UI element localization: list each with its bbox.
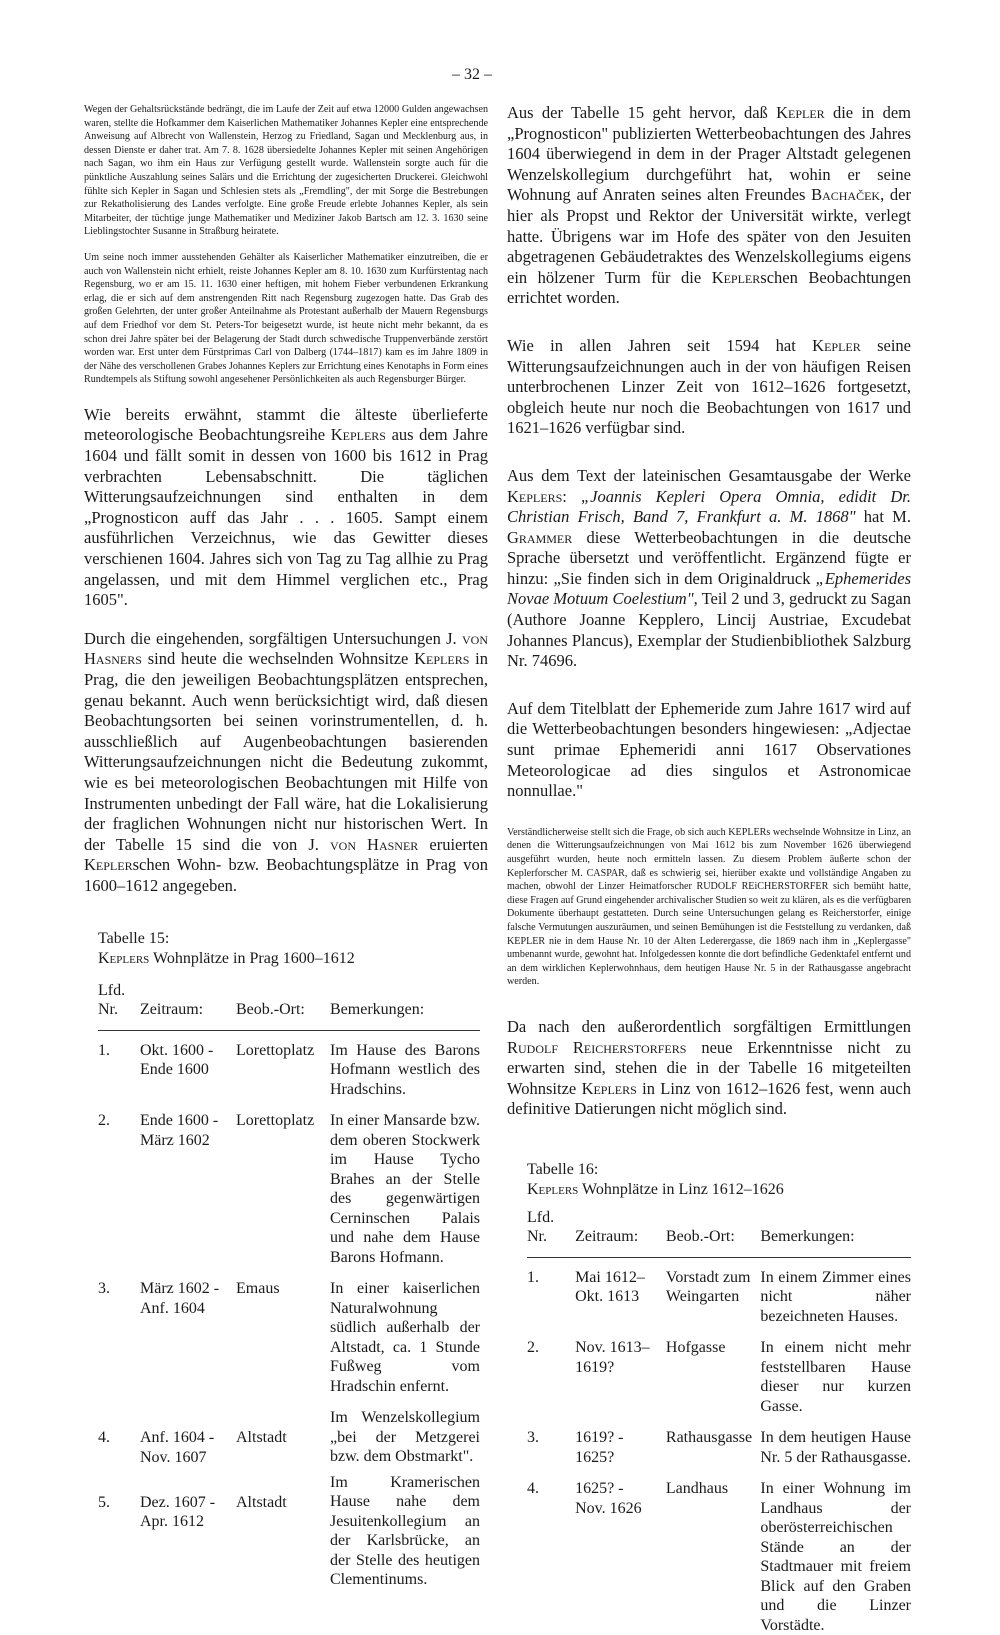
- period-end: Nov. 1626: [575, 1499, 642, 1517]
- table-16-label: Tabelle 16:: [527, 1160, 599, 1178]
- row-location: Landhaus: [665, 1480, 729, 1498]
- right-column: [507, 103, 911, 1635]
- text-run: eruierten: [418, 834, 489, 854]
- paragraph-kepler-death: Um seine noch immer ausstehenden Gehälter als Kaiserlicher Mathematiker einzutreiben, die er auch von Wallenstein nicht erhielt, reiste Johannes Kepler am 8. 10. 1630 zum Kurfürstentag nach Regensburg, wo er am 15. 11. 1630 einer heftigen, mit hohem Fieber verbundenen Erkrankung erlag, die er sich auf dem anstrengenden Ritt nach Regensburg zugezogen hatte. Das Grab des großen Gelehrten, der unter großer Anteilnahme als Protestant außerhalb der Mauern Regensburgs auf dem Friedhof vor dem St. Peters-Tor beigesetzt wurde, ist heute nicht mehr bekannt, da es schon drei Jahre später bei der Belagerung der Stadt durch schwedische Truppenverbände zerstört worden war. Erst unter dem Fürstprimas Carl von Dalberg (1744–1817) kam es im Jahre 1809 in der Nähe des verschollenen Grabes Johannes Keplers zur Errichtung eines Kenotaphs in Form eines Rundtempels als Stiftung sowohl angesehener Persönlichkeiten als auch Regensburger Bürger.: [84, 251, 488, 386]
- row-period: [140, 1473, 236, 1590]
- caption-text: Wohnplätze in Prag 1600–1612: [149, 949, 355, 967]
- row-location: Lorettoplatz: [236, 1112, 315, 1130]
- period-end: Anf. 1604: [140, 1299, 205, 1317]
- table-header-row: [98, 981, 480, 1031]
- period-start: 1625? -: [575, 1480, 624, 1498]
- table-header-row: [527, 1208, 911, 1258]
- row-number: 3.: [98, 1280, 110, 1298]
- row-number: 1.: [98, 1041, 110, 1059]
- period-end: 1619?: [575, 1358, 615, 1376]
- text-run: schen Wohn- bzw. Beobachtungsplätze in Prag von 1600–1612 angegeben.: [84, 855, 488, 895]
- row-period: [140, 1030, 236, 1111]
- period-end: Ende 1600: [140, 1061, 209, 1079]
- paragraph-linz-residences: Verständlicherweise stellt sich die Frage, ob sich auch KEPLERs wechselnde Wohnsitze in Linz, an denen die Witterungsaufzeichnungen von Mai 1612 bis zum November 1626 überwiegend ausgeführt wurden, heute noch ermitteln lassen. Zu diesem Problem äußerte schon der Keplerforscher M. CASPAR, daß es schwierig sei, hierüber exakte und vollständige Angaben zu machen, obwohl der Linzer Heimatforscher RUDOLF REiCHERSTORFER sich bemüht hatte, diese Fragen auf Grund eingehender archivalischer Studien so weit zu klären, als es die verfügbaren Dokumente überhaupt gestatteten. Durch seine Untersuchungen gelang es Reicherstorfer, einige falsche Vermutungen auszuräumen, und seinen Bemühungen ist die Feststellung zu verdanken, daß KEPLER nie in dem Hause Nr. 10 der Alten Lederergasse, die 1869 nach ihm in „Keplergasse" umbenannt wurde, gewohnt hat. Infolgedessen konnte die dort befindliche Gedenktafel entfernt und an dem wirklichen Keplerwohnhaus, dem heutigen Hause Nr. 5 in der Rathausgasse angebracht werden.: [507, 826, 911, 988]
- person-name: Keplers: [507, 486, 563, 506]
- table-16-caption: [527, 1180, 911, 1200]
- row-number: 4.: [527, 1480, 539, 1498]
- period-end: 1625?: [575, 1448, 615, 1466]
- table-16: [527, 1208, 911, 1635]
- person-name: Keplers: [581, 1078, 637, 1098]
- table-15-block: [84, 929, 488, 1590]
- row-period: [140, 1111, 236, 1279]
- text-run: Da nach den außerordentlich sorgfältigen Ermittlungen: [507, 1016, 911, 1036]
- person-name: Kepler: [776, 103, 825, 122]
- text-run: die in dem „Prognosticon" publizierten Wetterbeobachtungen des Jahres 1604 überwiegend in dem in der Prager Altstadt gelegenen Wenzelskollegium durchgeführt hat, wohin er seine Wohnung auf Anraten seines alten Freundes: [507, 103, 911, 205]
- period-start: Dez. 1607 -: [140, 1493, 216, 1511]
- table-row: [527, 1479, 911, 1635]
- text-run: :: [562, 486, 581, 506]
- person-name: Keplers: [527, 1180, 579, 1198]
- header-location: Beob.-Ort:: [666, 1208, 760, 1258]
- person-name: Keplers: [98, 949, 150, 967]
- person-name: Bachaček: [811, 185, 881, 205]
- period-start: März 1602 -: [140, 1280, 220, 1298]
- text-run: in Prag, die den jeweiligen Beobachtungsplätzen entsprechen, genau bekannt. Auch wenn berücksichtigt wird, daß diesen Beobachtungsorten bei seinen vorinstrumentellen, d. h. ausschließlich auf Augenbeobachtungen basierenden Witterungsaufzeichnungen nicht die Bedeutung zukommt, wie es bei meteorologischen Beobachtungen mit Hilfe von Instrumenten unbedingt der Fall wäre, hat die Lokalisierung der fraglichen Wohnungen nicht nur historischen Wert. In der Tabelle 15 sind die von J.: [84, 649, 488, 854]
- row-location: Rathausgasse: [665, 1429, 753, 1447]
- paragraph-linz-period: [507, 336, 911, 439]
- text-run: Aus der Tabelle 15 geht hervor, daß: [507, 103, 777, 122]
- table-16-block: [507, 1160, 911, 1635]
- text-run: , Teil 2 und 3, gedruckt zu Sagan (Authore Joanne Kepplero, Lincij Austriae, Excudebat Johannes Plancus), Exemplar der Studienbibliothek Salzburg Nr. 74696.: [507, 589, 911, 671]
- row-number: 4.: [98, 1429, 110, 1447]
- row-period: [140, 1408, 236, 1473]
- table-row: [98, 1408, 480, 1473]
- row-number: 3.: [527, 1429, 539, 1447]
- period-start: Mai 1612–: [575, 1268, 645, 1286]
- table-15: [98, 981, 480, 1590]
- text-run: schen Beobachtungen errichtet worden.: [507, 267, 911, 308]
- person-name: Kepler: [812, 335, 861, 355]
- paragraph-salary-arrears: Wegen der Gehaltsrückstände bedrängt, die im Laufe der Zeit auf etwa 12000 Gulden angewachsen waren, stellte die Hofkammer dem Kaiserlichen Mathematiker Johannes Kepler eine entsprechende Anweisung auf Albrecht von Wallenstein, Herzog zu Friedland, Sagan und Mecklenburg aus, in dessen Dienste er daher trat. Am 7. 8. 1628 übersiedelte Johannes Kepler mit seinen Angehörigen nach Sagan, wo ihm ein Haus zur Verfügung gestellt wurde. Wallenstein sorgte auch für die pünktliche Auszahlung seines Salärs und die Errichtung der zugesicherten Druckerei. Gleichwohl fühlte sich Kepler in Sagan und Schlesien stets als „Fremdling", der mit Sorge die Bestrebungen zur Rekatholisierung des Landes verfolgte. Eine große Freude erlebte Johannes Kepler, als sein Mitarbeiter, der tüchtige junge Mathematiker und Mediziner Jakob Bartsch am 12. 3. 1630 seine Lieblingstochter Susanne in Straßburg heiratete.: [84, 104, 488, 238]
- period-start: Ende 1600 -: [140, 1112, 219, 1130]
- row-location: Altstadt: [236, 1493, 287, 1511]
- header-period: Zeitraum:: [140, 981, 236, 1031]
- row-remarks: In einem nicht mehr feststellbaren Hause dieser nur kurzen Gasse.: [760, 1339, 911, 1415]
- header-remarks: Bemerkungen:: [760, 1208, 911, 1258]
- paragraph-ephemeride-1617: Auf dem Titelblatt der Ephemeride zum Jahre 1617 wird auf die Wetterbeobachtungen besonders hingewiesen: „Adjectae sunt primae Ephemeridi anni 1617 Observationes Meteorologicae ad dies singulos et Astronomicae nonnullae.": [507, 698, 911, 801]
- header-period: Zeitraum:: [575, 1208, 666, 1258]
- row-period: [575, 1257, 666, 1338]
- period-end: Apr. 1612: [140, 1513, 204, 1531]
- table-row: [527, 1338, 911, 1428]
- text-run: sind heute die wechselnden Wohnsitze: [141, 649, 415, 669]
- person-name: Rudolf Reicherstorfers: [507, 1037, 687, 1057]
- person-name: von Hasners: [84, 628, 488, 669]
- header-remarks: Bemerkungen:: [330, 981, 480, 1031]
- row-location: Lorettoplatz: [236, 1041, 315, 1059]
- header-number: Lfd. Nr.: [527, 1208, 575, 1258]
- text-run: Durch die eingehenden, sorgfältigen Untersuchungen J.: [84, 628, 462, 648]
- row-number: 2.: [527, 1339, 539, 1357]
- period-end: Okt. 1613: [575, 1288, 640, 1306]
- row-remarks: Im Wenzelskollegium „bei der Metzgerei bzw. dem Obstmarkt".: [330, 1409, 480, 1466]
- row-remarks: In einer kaiserlichen Naturalwohnung südlich außerhalb der Altstadt, ca. 1 Stunde Fußweg vom Hradschin enfernt.: [330, 1280, 480, 1395]
- book-title: „Joannis Kepleri Opera Omnia, edidit Dr. Christian Frisch, Band 7, Frankfurt a. M. 1868": [507, 486, 911, 527]
- text-run: hat M.: [855, 507, 911, 527]
- text-run: , der hier als Propst und Rektor der Universität wirkte, verlegt hatte. Übrigens war im Hofe des später von den Jesuiten abgetragenen Gebäudetraktes des Wenzelskollegiums eigens ein hölzener Turm für die: [507, 185, 911, 287]
- table-row: [527, 1257, 911, 1338]
- row-remarks: Im Hause des Barons Hofmann westlich des Hradschins.: [330, 1041, 480, 1098]
- period-end: März 1602: [140, 1131, 210, 1149]
- page-number: – 32 –: [452, 66, 492, 83]
- text-run: aus dem Jahre 1604 und fällt somit in dessen von 1600 bis 1612 in Prag verbrachten Lebensabschnitt. Die täglichen Witterungsaufzeichnungen sind enthalten in dem „Prognosticon auff das Jahr . . . 1605. Sampt einem ausführlichen Verzeichnus, wie das Gewitter dieses verschienen 1604. Jahres sich von Tag zu Tag allhie zu Prag angelassen, und mit dem Himmel verglichen etc., Prag 1605".: [84, 425, 488, 610]
- row-location: Emaus: [236, 1280, 280, 1298]
- text-run: seine Witterungsaufzeichnungen auch in der von häufigen Reisen unterbrochenen Linzer Zeit von 1612–1626 fortgesetzt, obgleich heute nur noch die Beobachtungen von 1617 und 1621–1626 verfügbar sind.: [507, 335, 911, 438]
- row-period: [140, 1279, 236, 1408]
- row-number: 1.: [527, 1268, 539, 1286]
- person-name: Keplers: [330, 425, 386, 445]
- text-run: Wie bereits erwähnt, stammt die älteste überlieferte meteorologische Beobachtungsreihe: [84, 404, 488, 445]
- caption-text: Wohnplätze in Linz 1612–1626: [578, 1180, 784, 1198]
- row-number: 5.: [98, 1493, 110, 1511]
- row-location: Vorstadt zum Weingarten: [665, 1268, 751, 1306]
- table-row: [527, 1428, 911, 1479]
- period-end: Nov. 1607: [140, 1448, 207, 1466]
- paragraph-hasner-research: [84, 629, 488, 897]
- period-start: Nov. 1613–: [575, 1339, 650, 1357]
- row-remarks: In dem heutigen Hause Nr. 5 der Rathausgasse.: [760, 1429, 911, 1466]
- person-name: Kepler: [84, 855, 133, 875]
- table-row: [98, 1473, 480, 1590]
- row-period: [575, 1479, 666, 1635]
- row-remarks: In einer Mansarde bzw. dem oberen Stockwerk im Hause Tycho Brahes an der Stelle des gegenwärtigen Cerninschen Palais und nahe dem Hause Barons Hofmann.: [330, 1112, 481, 1266]
- text-run: diese Wetterbeobachtungen in die deutsche Sprache übersetzt und veröffentlicht. Ergänzend fügte er hinzu: „Sie finden sich in dem Originaldruck: [507, 527, 911, 588]
- paragraph-wenzelskollegium: [507, 103, 911, 309]
- table-row: [98, 1279, 480, 1408]
- row-remarks: In einem Zimmer eines nicht näher bezeichneten Hauses.: [760, 1268, 911, 1325]
- row-period: [575, 1428, 666, 1479]
- text-run: Aus dem Text der lateinischen Gesamtausgabe der Werke: [507, 465, 911, 485]
- person-name: Keplers: [414, 649, 470, 669]
- row-period: [575, 1338, 666, 1428]
- header-number: Lfd. Nr.: [98, 981, 140, 1031]
- table-15-label: Tabelle 15:: [98, 929, 170, 947]
- paragraph-latin-edition: [507, 466, 911, 672]
- text-run: in Linz von 1612–1626 fest, wenn auch definitive Datierungen nicht möglich sind.: [507, 1078, 911, 1119]
- book-title: „Ephemerides Novae Motuum Coelestium": [507, 568, 911, 609]
- table-row: [98, 1030, 480, 1111]
- paragraph-reicherstorfer: [507, 1017, 911, 1120]
- header-location: Beob.-Ort:: [236, 981, 330, 1031]
- person-name: Kepler: [711, 267, 761, 287]
- row-remarks: In einer Wohnung im Landhaus der oberösterreichischen Stände an der Stadtmauer mit freiem Blick auf den Graben und die Linzer Vorstädte.: [760, 1480, 911, 1634]
- row-location: Altstadt: [236, 1429, 287, 1447]
- person-name: von Hasner: [329, 834, 419, 854]
- row-number: 2.: [98, 1112, 110, 1130]
- left-column: [84, 103, 488, 1590]
- text-run: Wie in allen Jahren seit 1594 hat: [507, 335, 813, 355]
- period-start: Anf. 1604 -: [140, 1429, 215, 1447]
- person-name: Grammer: [507, 527, 573, 547]
- table-15-caption: [98, 949, 488, 969]
- period-start: 1619? -: [575, 1429, 624, 1447]
- period-start: Okt. 1600 -: [140, 1041, 214, 1059]
- text-run: neue Erkenntnisse nicht zu erwarten sind, stehen die in der Tabelle 16 mitgeteilten Wohnsitze: [507, 1037, 911, 1098]
- row-remarks: Im Kramerischen Hause nahe dem Jesuitenkollegium an der Karlsbrücke, an der Stelle des heutigen Clementinums.: [330, 1473, 480, 1589]
- row-location: Hofgasse: [665, 1339, 726, 1357]
- paragraph-oldest-series: [84, 405, 488, 611]
- table-row: [98, 1111, 480, 1279]
